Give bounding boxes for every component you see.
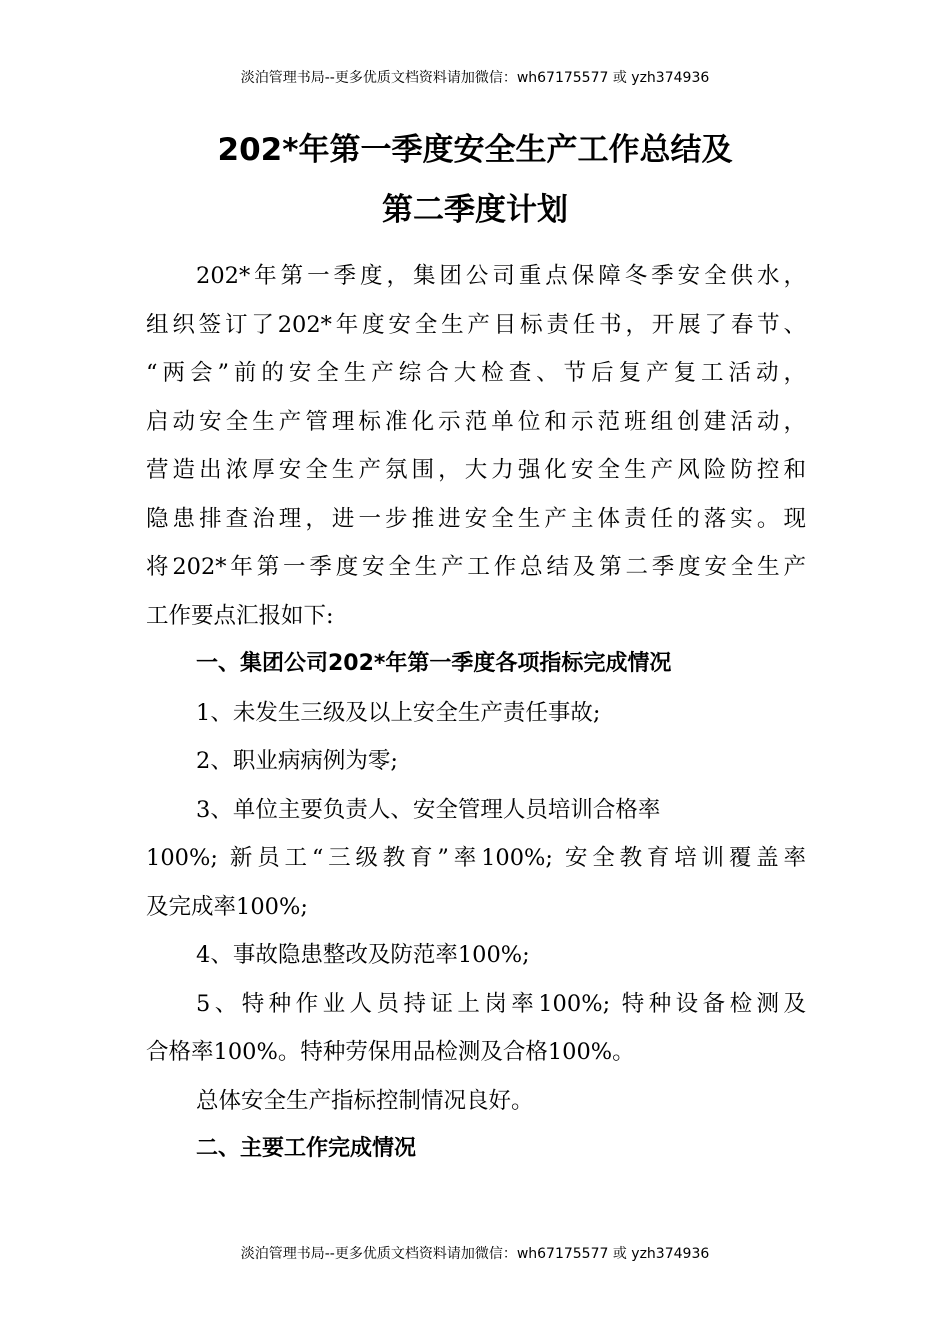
intro-line: 工作要点汇报如下: — [146, 602, 334, 629]
indicator-item-3-line: 及完成率100%; — [146, 893, 308, 920]
intro-line: 202*年第一季度，集团公司重点保障冬季安全供水， — [196, 263, 806, 289]
page-header: 淡泊管理书局--更多优质文档资料请加微信：wh67175577 或 yzh374936 — [240, 70, 710, 86]
document-title-line-2: 第二季度计划 — [382, 192, 568, 228]
intro-line: 隐患排查治理，进一步推进安全生产主体责任的落实。现 — [146, 505, 806, 532]
indicator-item-3-line: 3、单位主要负责人、安全管理人员培训合格率 — [196, 796, 661, 823]
document-body — [146, 252, 806, 1174]
page-footer: 淡泊管理书局--更多优质文档资料请加微信：wh67175577 或 yzh374936 — [240, 1246, 710, 1262]
indicator-item-5-line: 合格率100%。特种劳保用品检测及合格100%。 — [146, 1039, 635, 1065]
intro-line: 启动安全生产管理标准化示范单位和示范班组创建活动， — [146, 408, 806, 435]
indicator-item-5-line: 5、特种作业人员持证上岗率100%; 特种设备检测及 — [196, 990, 806, 1017]
indicator-item-4: 4、事故隐患整改及防范率100%; — [196, 942, 530, 968]
intro-line: 将202*年第一季度安全生产工作总结及第二季度安全生产 — [146, 554, 806, 580]
indicator-item-3-line: 100%; 新员工“三级教育”率100%; 安全教育培训覆盖率 — [146, 845, 806, 871]
intro-line: 组织签订了202*年度安全生产目标责任书，开展了春节、 — [146, 311, 806, 338]
intro-line: “两会”前的安全生产综合大检查、节后复产复工活动， — [146, 360, 806, 386]
indicator-item-2: 2、职业病病例为零; — [196, 748, 398, 774]
intro-line: 营造出浓厚安全生产氛围，大力强化安全生产风险防控和 — [146, 457, 806, 483]
summary-text: 总体安全生产指标控制情况良好。 — [196, 1087, 534, 1114]
section-1-heading: 一、集团公司202*年第一季度各项指标完成情况 — [196, 651, 672, 676]
indicator-item-1: 1、未发生三级及以上安全生产责任事故; — [196, 699, 601, 726]
section-2-heading: 二、主要工作完成情况 — [196, 1136, 417, 1161]
document-title-line-1: 202*年第一季度安全生产工作总结及 — [217, 132, 733, 168]
